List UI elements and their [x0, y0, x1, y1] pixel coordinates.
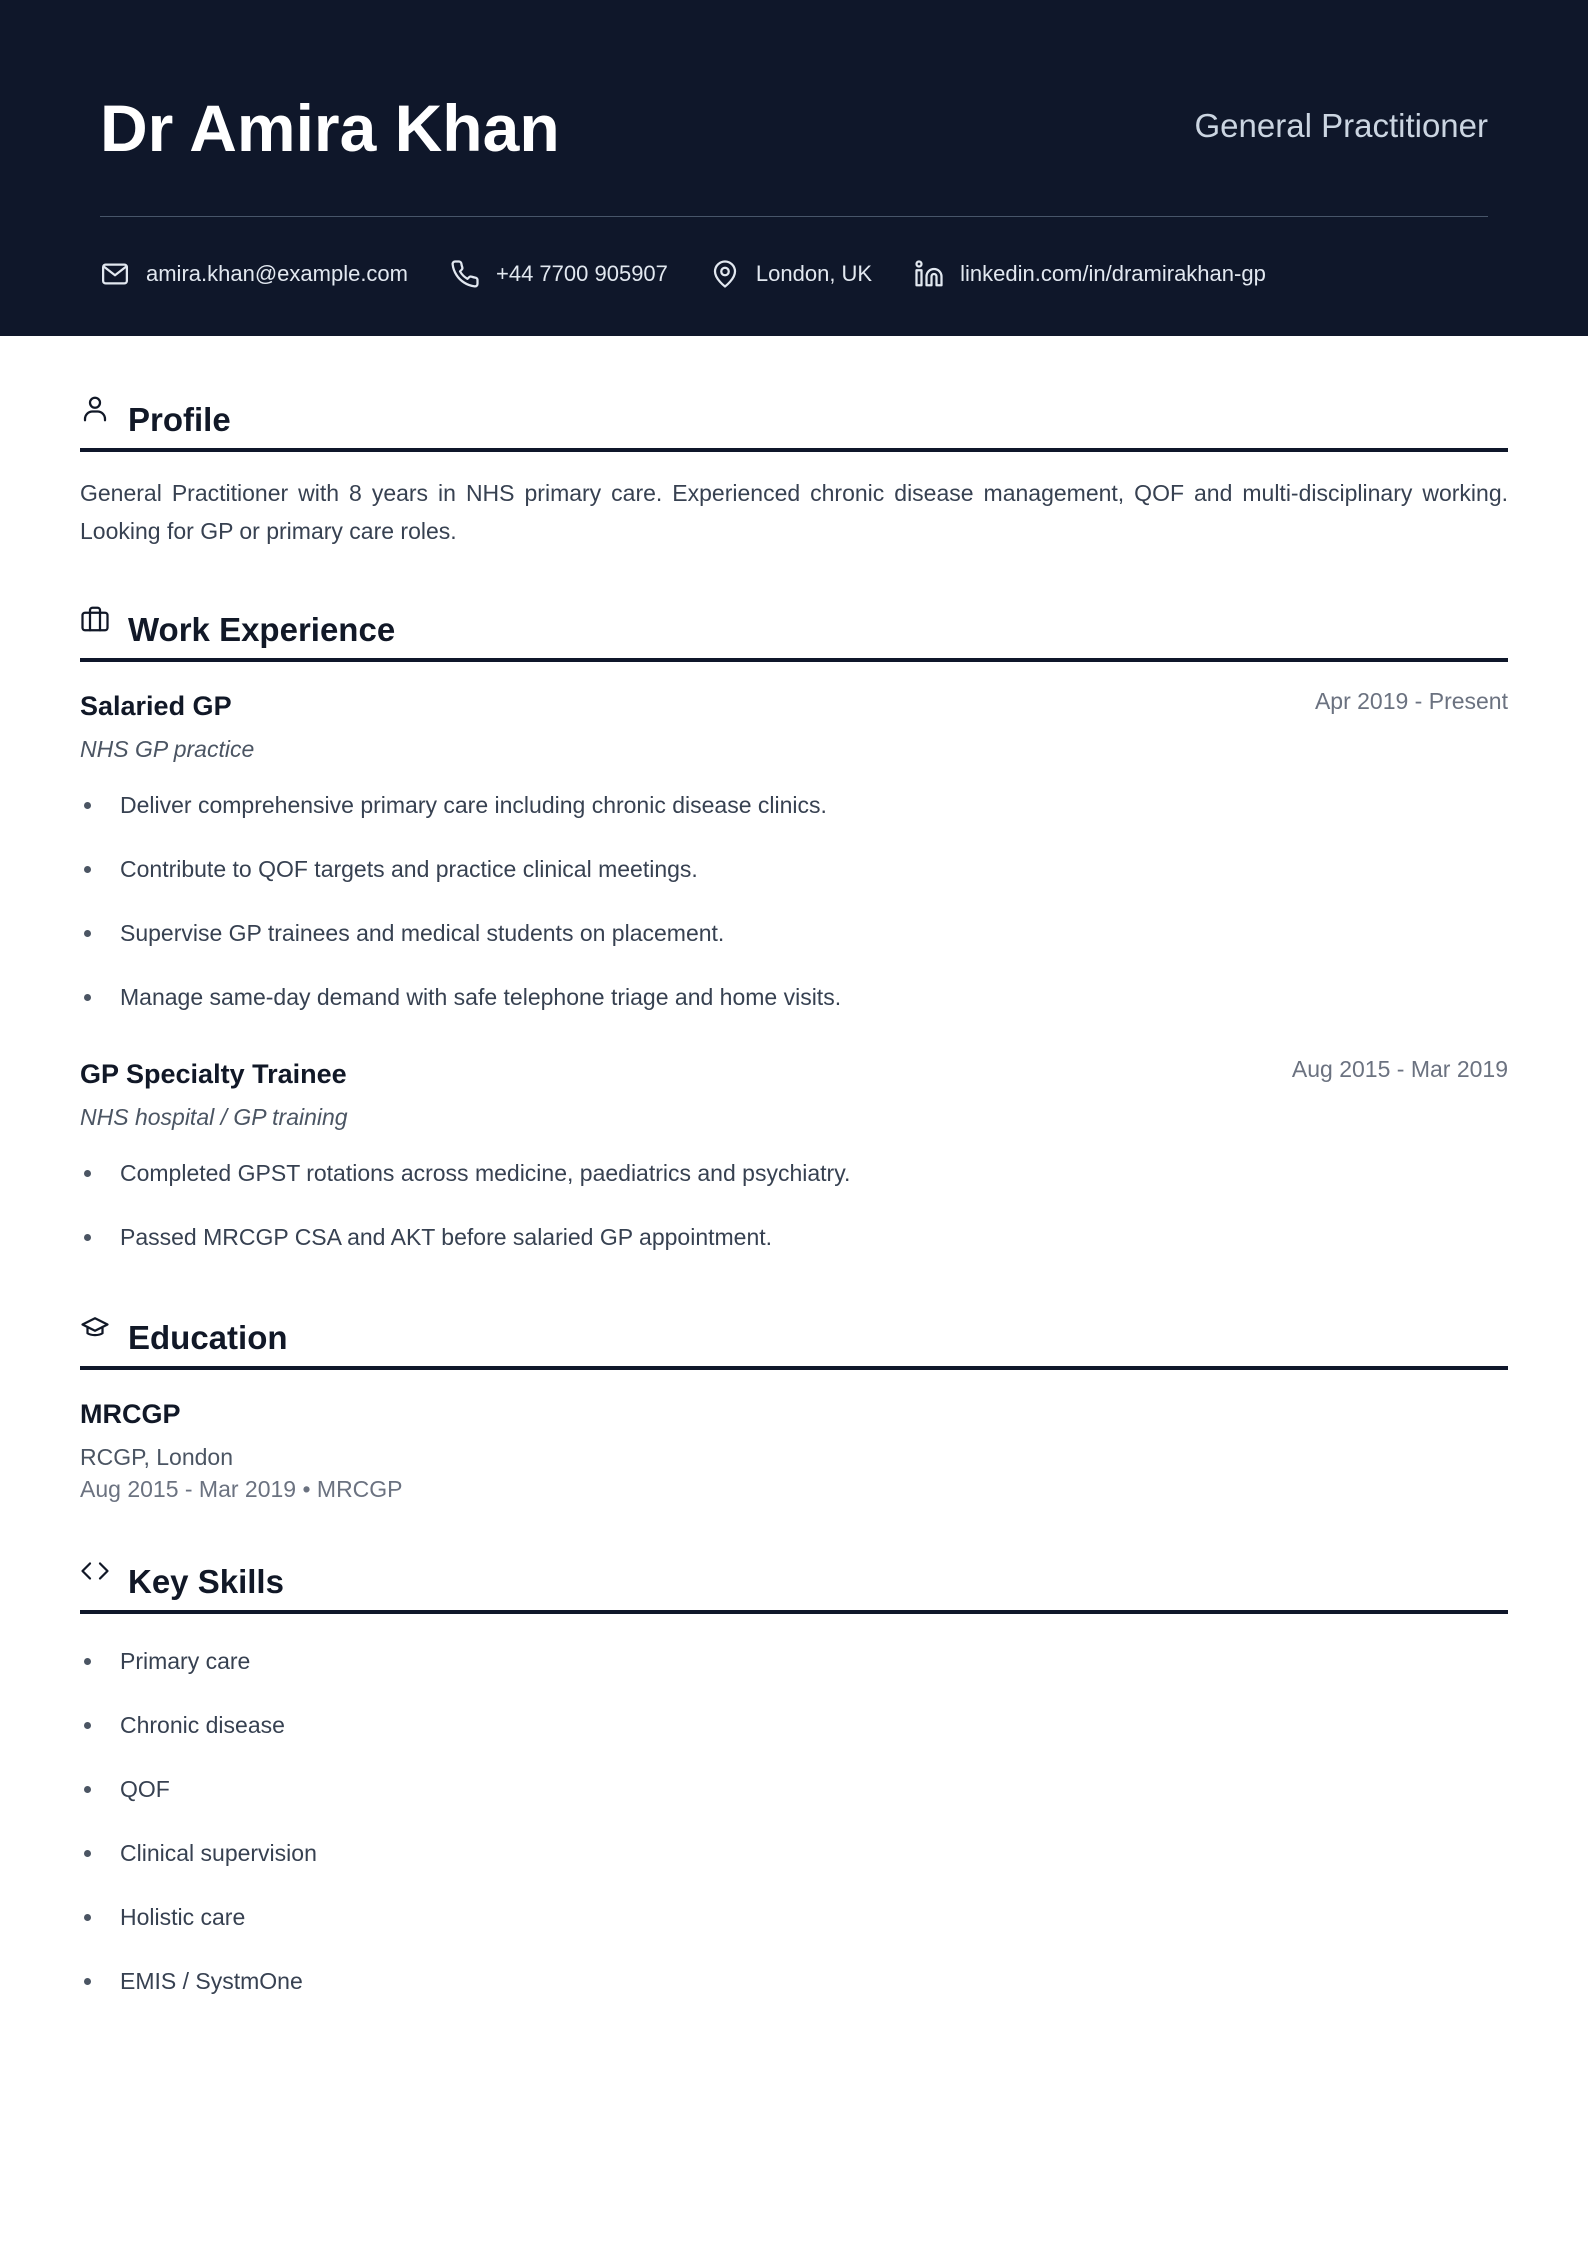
bullet-dot [84, 866, 91, 873]
bullet-dot [84, 1170, 91, 1177]
resume-header [0, 0, 1588, 336]
candidate-title: General Practitioner [1194, 107, 1488, 144]
bullet-dot [84, 930, 91, 937]
skill-text: EMIS / SystmOne [120, 1968, 303, 1994]
job-bullet [80, 981, 1500, 1013]
job-company: NHS GP practice [80, 736, 255, 762]
education-degree: MRCGP [80, 1399, 181, 1429]
education-meta: Aug 2015 - Mar 2019 • MRCGP [80, 1476, 403, 1502]
section-title: Key Skills [128, 1563, 284, 1600]
skill-item [80, 1837, 1500, 1869]
bullet-text: Deliver comprehensive primary care including chronic disease clinics. [120, 792, 827, 818]
job-bullet [80, 1221, 1500, 1253]
bullet-dot [84, 1978, 91, 1985]
bullet-dot [84, 1850, 91, 1857]
bullet-text: Completed GPST rotations across medicine, paediatrics and psychiatry. [120, 1160, 851, 1186]
section-experience-heading [80, 602, 1508, 662]
linkedin-icon [914, 259, 944, 289]
bullet-dot [84, 802, 91, 809]
bullet-dot [84, 1914, 91, 1921]
contact-linkedin[interactable] [914, 259, 1266, 289]
education-school: RCGP, London [80, 1444, 234, 1470]
section-profile-heading [80, 392, 1508, 452]
section-education-heading [80, 1310, 1508, 1370]
job-company: NHS hospital / GP training [80, 1104, 348, 1130]
skill-item [80, 1645, 1500, 1677]
contact-phone-text: +44 7700 905907 [496, 261, 668, 286]
bullet-dot [84, 1786, 91, 1793]
contact-email-text: amira.khan@example.com [146, 261, 408, 286]
skill-item [80, 1773, 1500, 1805]
contact-email[interactable] [100, 259, 408, 289]
bullet-text: Supervise GP trainees and medical students on placement. [120, 920, 725, 946]
skill-text: Holistic care [120, 1904, 246, 1930]
header-divider [100, 216, 1488, 217]
job-title: Salaried GP [80, 691, 232, 721]
contact-bar [100, 254, 1308, 294]
job-bullet [80, 789, 1500, 821]
bullet-dot [84, 994, 91, 1001]
job-bullet [80, 1157, 1500, 1189]
skill-text: Chronic disease [120, 1712, 285, 1738]
skill-text: QOF [120, 1776, 170, 1802]
profile-summary: General Practitioner with 8 years in NHS primary care. Experienced chronic disease management, QOF and multi-disciplinary working. Looking for GP or primary care roles. [80, 480, 1508, 544]
skill-text: Primary care [120, 1648, 251, 1674]
section-title: Work Experience [128, 611, 396, 648]
contact-linkedin-text: linkedin.com/in/dramirakhan-gp [960, 261, 1266, 286]
job-title: GP Specialty Trainee [80, 1059, 347, 1089]
contact-location [710, 259, 872, 289]
skill-item [80, 1709, 1500, 1741]
job-bullet [80, 917, 1500, 949]
bullet-dot [84, 1234, 91, 1241]
contact-phone[interactable] [450, 259, 668, 289]
bullet-text: Passed MRCGP CSA and AKT before salaried GP appointment. [120, 1224, 773, 1250]
location-pin-icon [710, 259, 740, 289]
bullet-text: Manage same-day demand with safe telephone triage and home visits. [120, 984, 842, 1010]
job-dates: Aug 2015 - Mar 2019 [1291, 1056, 1508, 1082]
section-title: Profile [128, 401, 231, 438]
skill-text: Clinical supervision [120, 1840, 317, 1866]
skill-item [80, 1965, 1500, 1997]
section-skills-heading [80, 1554, 1508, 1614]
bullet-dot [84, 1658, 91, 1665]
mail-icon [100, 259, 130, 289]
skill-item [80, 1901, 1500, 1933]
job-bullet [80, 853, 1500, 885]
job-dates: Apr 2019 - Present [1314, 688, 1508, 714]
contact-location-text: London, UK [755, 261, 873, 286]
bullet-text: Contribute to QOF targets and practice clinical meetings. [120, 856, 698, 882]
candidate-name: Dr Amira Khan [100, 91, 560, 165]
section-title: Education [128, 1319, 288, 1356]
bullet-dot [84, 1722, 91, 1729]
phone-icon [450, 259, 480, 289]
